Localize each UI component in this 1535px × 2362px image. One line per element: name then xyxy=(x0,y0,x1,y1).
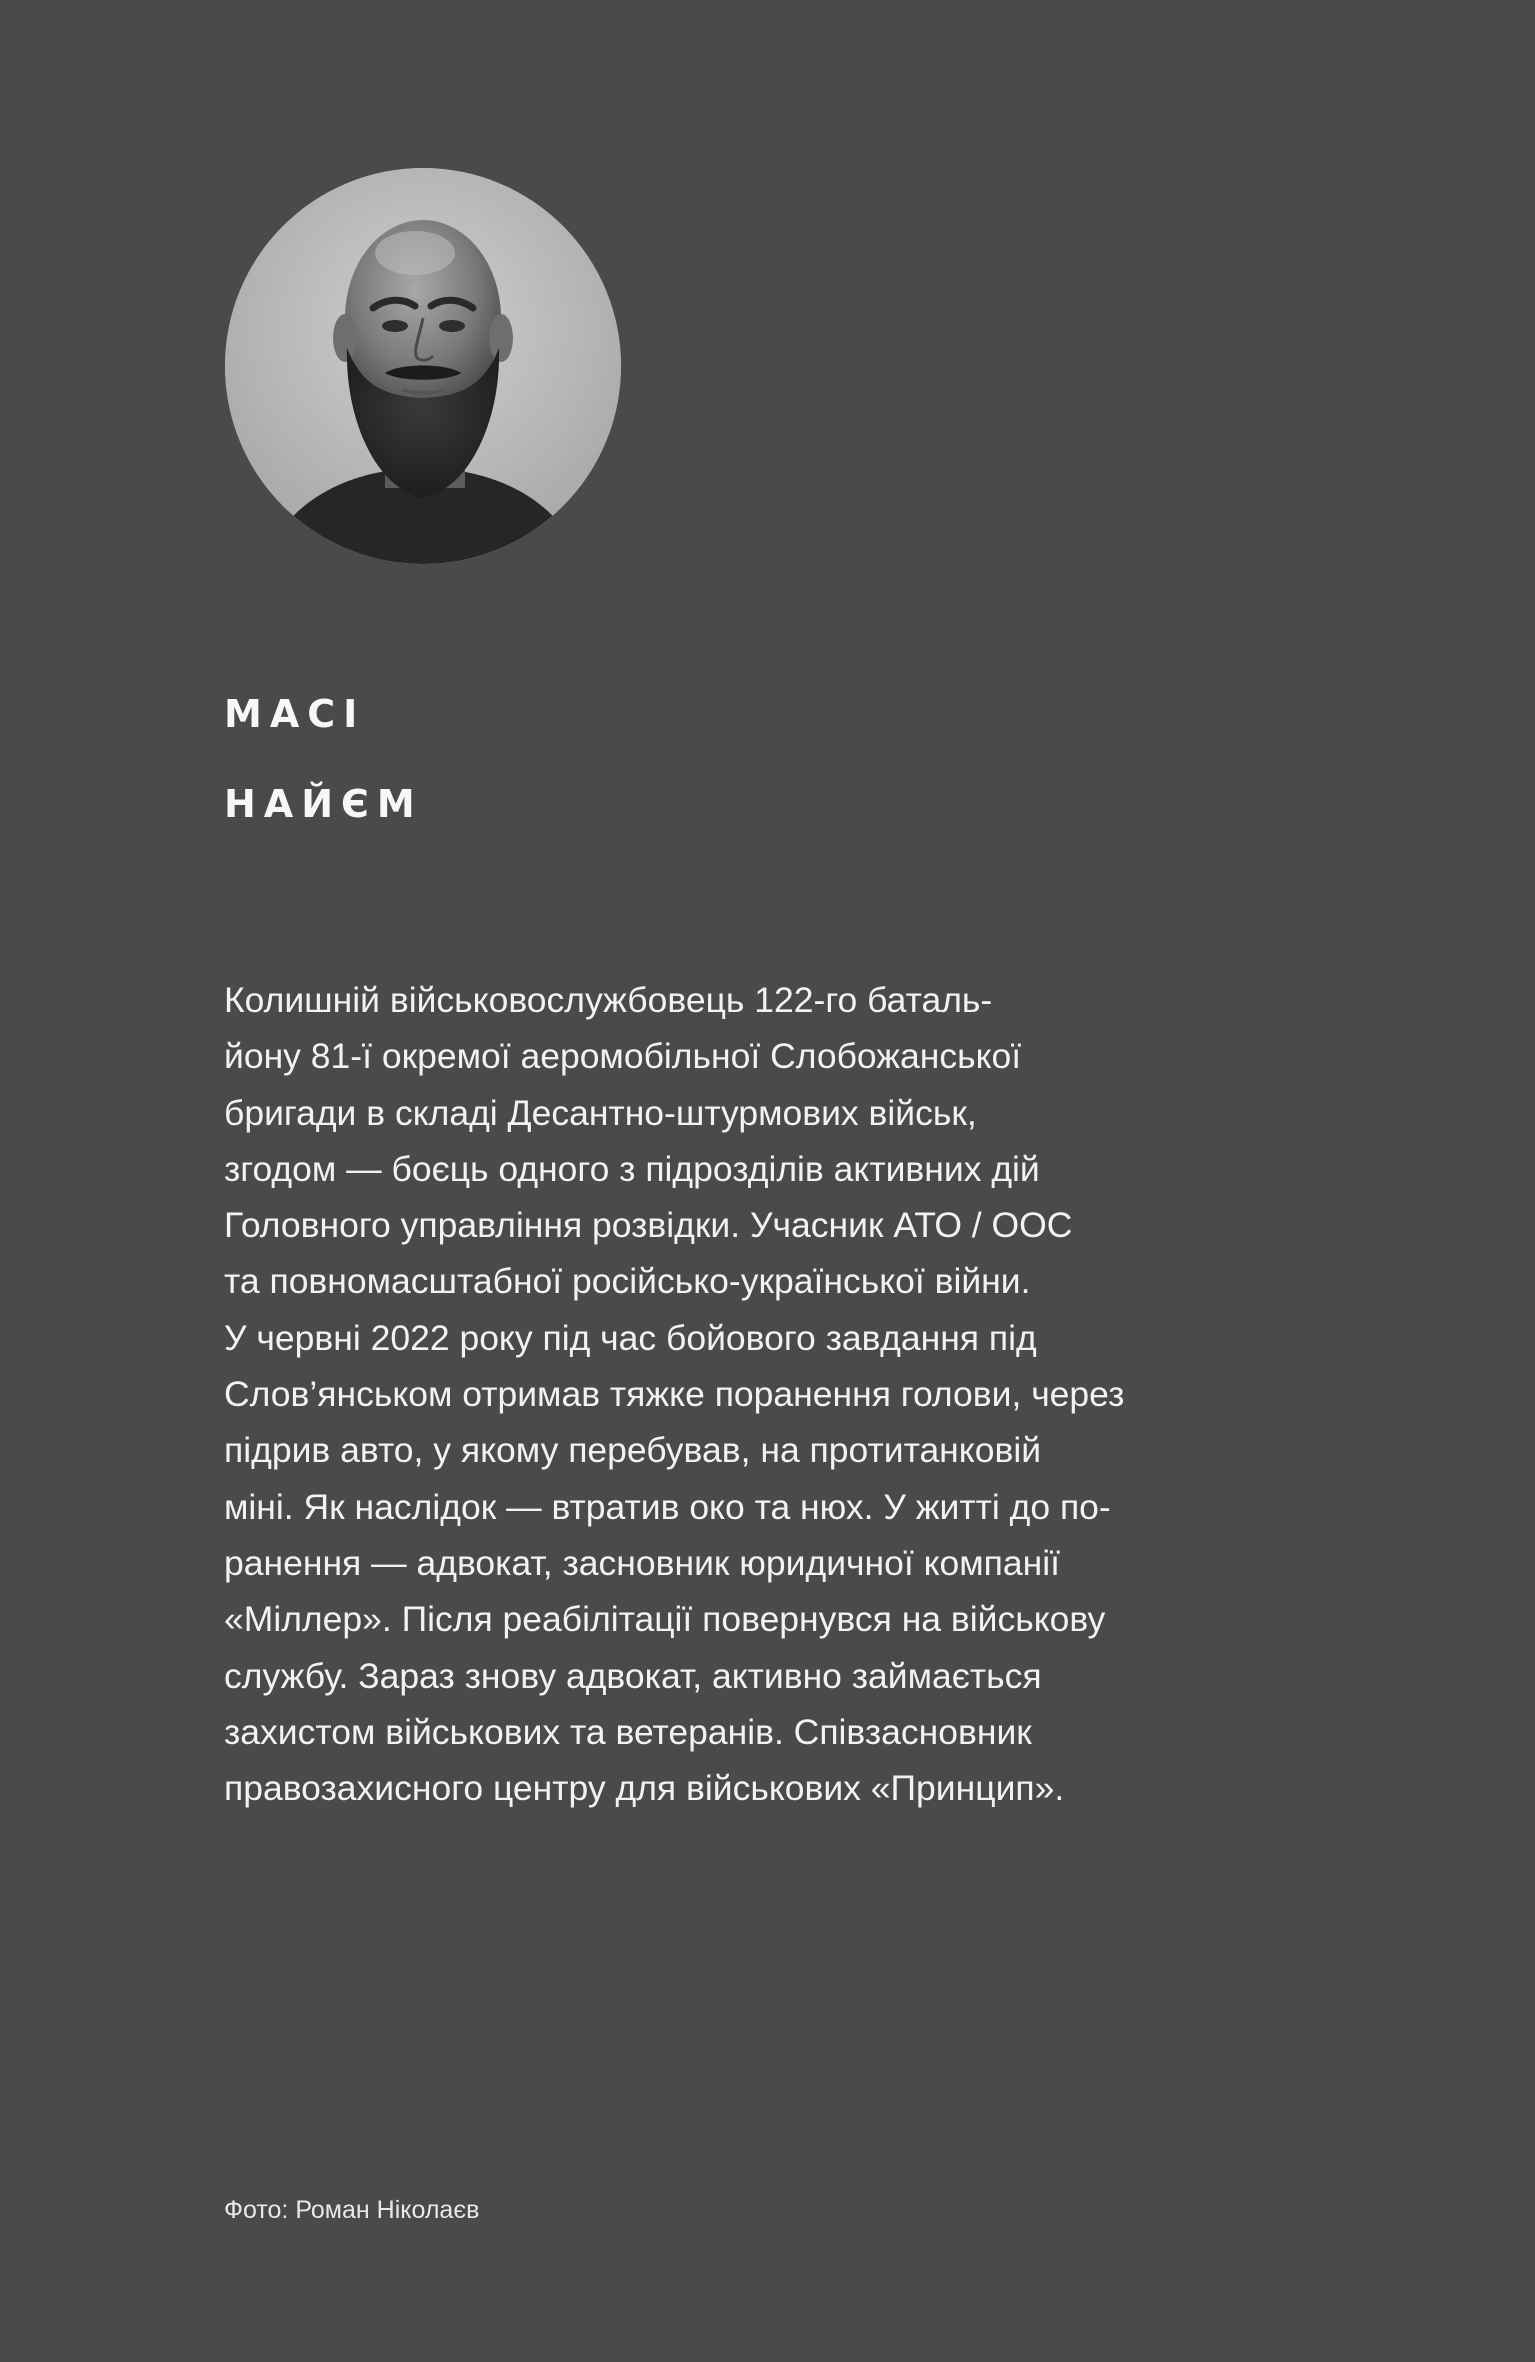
bio-line: ранення — адвокат, засновник юридичної компанії xyxy=(224,1542,1061,1583)
bio-line: Колишній військовослужбовець 122-го баталь- xyxy=(224,980,993,1020)
bio-line: правозахисного центру для військових «Принцип». xyxy=(224,1768,1065,1809)
author-first-name: масі xyxy=(224,677,366,740)
photo-credit: Фото: Роман Ніколаєв xyxy=(224,2196,480,2224)
bio-line: «Міллер». Після реабілітації повернувся на військову xyxy=(224,1599,1106,1640)
bio-line: міні. Як наслідок — втратив око та нюх. У житті до по- xyxy=(224,1486,1111,1527)
author-portrait xyxy=(225,168,621,564)
author-last-name: найєм xyxy=(224,767,423,830)
portrait-photo xyxy=(225,168,621,564)
bio-line: захистом військових та ветеранів. Співзасновник xyxy=(224,1711,1032,1752)
bio-line: йону 81-ї окремої аеромобільної Слобожанської xyxy=(224,1036,1022,1077)
author-bio xyxy=(224,972,1304,1816)
bio-line: та повномасштабної російсько-української війни. xyxy=(224,1261,1031,1302)
bio-line: службу. Зараз знову адвокат, активно займається xyxy=(224,1655,1042,1696)
bio-line: Головного управління розвідки. Учасник АТО / ООС xyxy=(224,1205,1073,1246)
bio-line: згодом — боєць одного з підрозділів активних дій xyxy=(224,1148,1040,1189)
bio-line: підрив авто, у якому перебував, на протитанковій xyxy=(224,1430,1042,1471)
bio-line: Слов’янськом отримав тяжке поранення голови, через xyxy=(224,1374,1125,1415)
bio-line: бригади в складі Десантно-штурмових військ, xyxy=(224,1092,977,1133)
bio-line: У червні 2022 року під час бойового завдання під xyxy=(224,1317,1037,1358)
